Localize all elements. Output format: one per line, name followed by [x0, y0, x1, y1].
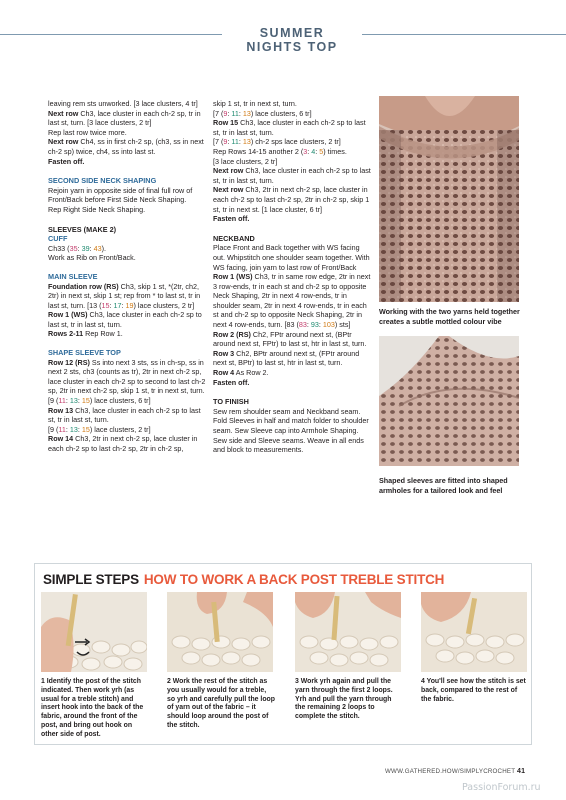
size-value: 43	[93, 243, 102, 253]
text-paragraph	[213, 368, 373, 378]
simple-steps-panel	[34, 563, 532, 745]
step-number: 4	[421, 678, 425, 685]
step-number: 3	[295, 678, 299, 685]
row-text: Ss into next 3 sts, ss in ch-sp, ss in next 2 sts, ch3 (counts as tr), 2tr in next ch-2 sp, lace cluster in each ch-2 sp to second to last ch-2 sp, 2tr in next ch-2 sp, skip 1 st, tr in next st, turn. [9 (	[48, 357, 206, 406]
row-text: As Row 2.	[234, 368, 269, 378]
size-value: 11	[58, 396, 66, 406]
row-label: Row 13	[48, 405, 74, 415]
finished-stitch-image	[421, 592, 527, 672]
text-fragment: ) times.	[323, 146, 347, 156]
size-value: 3	[303, 146, 308, 156]
row-label: Row 1 (WS)	[48, 310, 88, 320]
row-text: Ch3, skip 1 st, *(2tr, ch2, 2tr) in next st, skip 1 st; rep from * to last st, tr in last st, turn. [13 (	[48, 281, 201, 310]
footer-url: WWW.GATHERED.HOW/SIMPLYCROCHET	[385, 768, 516, 775]
page-section-title: SUMMER NIGHTS TOP	[246, 26, 338, 54]
section-heading: TO FINISH	[213, 397, 249, 407]
row-label: Row 12 (RS)	[48, 357, 90, 367]
pull-loop-image	[167, 592, 273, 672]
fasten-off-text: Fasten off.	[48, 156, 85, 166]
text-paragraph: skip 1 st, tr in next st, turn.	[213, 99, 297, 108]
text-paragraph: Work as Rib on Front/Back.	[48, 253, 136, 263]
row-text: Ch3, lace cluster in each ch-2 sp to last st, tr in last st, turn.	[48, 310, 202, 329]
sub-heading: MAIN SLEEVE	[48, 271, 98, 281]
steps-title-subject: HOW TO WORK A BACK POST TREBLE STITCH	[143, 572, 445, 587]
lace-fabric-image	[379, 96, 519, 302]
row-label: Row 1 (WS)	[213, 272, 253, 282]
row-label: Next row	[48, 137, 79, 147]
yarn-through-image	[295, 592, 401, 672]
step-2-text	[167, 678, 275, 731]
text-paragraph: [7 (9: 11: 13) lace clusters, 6 tr]	[213, 108, 312, 118]
row-label: Row 2 (RS)	[213, 329, 251, 339]
step-4-photo	[421, 592, 527, 672]
size-value: 17	[113, 300, 122, 310]
text-paragraph: [7 (9: 11: 13) ch-2 sps lace clusters, 2 tr]	[213, 137, 341, 147]
text-paragraph	[213, 330, 373, 349]
step-number: 2	[167, 678, 171, 685]
row-text: Ch3, 2tr in next ch-2 sp, lace cluster in each ch-2 sp to last ch-2 sp, 2tr in ch-2 sp,	[48, 434, 198, 453]
size-value: 93	[310, 320, 319, 330]
step-1-text	[41, 678, 149, 740]
size-value: 13	[242, 108, 251, 118]
sleeve-photo	[379, 336, 519, 466]
text-paragraph	[48, 406, 206, 425]
text-paragraph: Place Front and Back together with WS facing out. Whipstitch one shoulder seam together. With WS facing, join yarn to last row of Front/Back	[213, 243, 370, 272]
row-label: Next row	[213, 185, 244, 195]
text-fragment: ) lace clusters, 6 tr]	[89, 396, 151, 406]
watermark-text: PassionForum.ru	[462, 782, 541, 793]
size-value: 13	[242, 137, 251, 147]
size-value: 15	[101, 300, 110, 310]
size-value: 9	[223, 108, 228, 118]
step-1-photo	[41, 592, 147, 672]
text-paragraph	[48, 109, 206, 128]
text-paragraph: Foundation row (RS) Ch3, skip 1 st, *(2tr, ch2, 2tr) in next st, skip 1 st; rep from * to last st, tr in last st, turn. [13 (15: 17: 19) lace clusters, 2 tr]	[48, 281, 201, 310]
size-value: 4	[311, 146, 316, 156]
step-3-text	[295, 678, 403, 722]
row-text: Ch3, lace cluster in each ch-2 sp to last st, tr in last st, turn.	[213, 166, 371, 185]
text-paragraph: Rep last row twice more.	[48, 127, 127, 137]
row-text: Ch3, lace cluster in each ch-2 sp to last st, tr in last st, turn.	[48, 405, 201, 425]
text-fragment: ).	[101, 243, 106, 253]
size-value: 5	[319, 146, 324, 156]
text-paragraph	[48, 310, 206, 329]
steps-title	[43, 572, 444, 587]
row-text: Ch2, FPtr around next st, (BPtr around next st, FPtr) to last st, htr in last st, turn.	[213, 329, 367, 349]
step-2-photo	[167, 592, 273, 672]
hook-in-fabric-image	[41, 592, 147, 672]
text-fragment: [7 (	[213, 137, 224, 147]
size-value: 11	[231, 108, 239, 118]
photo-caption-2: Shaped sleeves are fitted into shaped armholes for a tailored look and feel	[379, 476, 508, 495]
step-description: Identify the post of the stitch indicated. Then work yrh (as usual for a treble stitch) and insert hook into the back of the fabric, around the front of the post, and bring out hook on other side of post.	[41, 678, 144, 738]
header-rule-left	[0, 34, 222, 35]
step-description: You'll see how the stitch is set back, compared to the rest of the fabric.	[421, 678, 526, 703]
section-heading: SECOND SIDE NECK SHAPING	[48, 176, 157, 186]
text-paragraph	[213, 349, 373, 368]
text-paragraph: Rep Right Side Neck Shaping.	[48, 204, 146, 214]
text-paragraph: Row 1 (WS) Ch3, tr in same row edge, 2tr in next 3 row-ends, tr in each st and ch-2 sp to opposite Neck Shaping, 2tr in next 4 row-ends, tr in shoulder seam, 2tr in next 4 row-ends, tr in each st and ch-2 sp to opposite Neck Shaping, 2tr in next 4 row-ends, turn. [83 (83: 93: 103) sts]	[213, 272, 371, 330]
row-label: Foundation row (RS)	[48, 281, 119, 291]
row-text: Rep Row 1.	[83, 329, 123, 339]
text-paragraph: Sew rem shoulder seam and Neckband seam. Fold Sleeves in half and match folder to shoulder seam. Sew Sleeve cap into Armhole Shaping. Sew side and Sleeve seams. Weave in all ends and block to measurements.	[213, 406, 369, 455]
step-number: 1	[41, 678, 45, 685]
instructions-column-2	[213, 99, 373, 455]
text-paragraph	[213, 166, 373, 185]
step-description: Work yrh again and pull the yarn through the first 2 loops. Yrh and pull the yarn through the remaining 2 loops to complete the stitch.	[295, 678, 393, 721]
text-fragment: ) ch-2 sps lace clusters, 2 tr]	[250, 137, 341, 147]
page-number: 41	[517, 768, 526, 775]
size-value: 13	[69, 424, 78, 434]
steps-title-label: SIMPLE STEPS	[43, 572, 139, 587]
photo-caption-1: Working with the two yarns held together creates a subtle mottled colour vibe	[379, 307, 520, 326]
text-fragment: ) lace clusters, 2 tr]	[89, 424, 151, 434]
fasten-off-text: Fasten off.	[213, 377, 250, 387]
step-description: Work the rest of the stitch as you usually would for a treble, so yrh and carefully pull the loop of yarn out of the fabric – it should loop around the post of the stitch.	[167, 678, 275, 729]
row-text: Ch2, BPtr around next st, (FPtr around next st, BPtr) to last st, htr in last st, turn.	[213, 348, 360, 368]
section-heading: SLEEVES (MAKE 2)	[48, 224, 117, 234]
row-text: Ch3, lace cluster in each ch-2 sp to last st, tr in last st, turn.	[213, 118, 366, 137]
text-paragraph: [9 (11: 13: 15) lace clusters, 2 tr]	[48, 424, 151, 434]
text-fragment: ) lace clusters, 6 tr]	[250, 108, 312, 118]
row-label: Row 4	[213, 368, 235, 378]
row-label: Next row	[213, 166, 244, 176]
text-paragraph: leaving rem sts unworked. [3 lace clusters, 4 tr]	[48, 99, 198, 108]
text-fragment: ) sts]	[334, 320, 351, 330]
sub-heading: CUFF	[48, 234, 68, 244]
row-label: Next row	[48, 108, 79, 118]
page-header	[0, 22, 566, 54]
page-footer	[385, 768, 535, 775]
row-text: Ch3, 2tr in next ch-2 sp, lace cluster in each ch-2 sp to last ch-2 sp, 2tr in ch-2 sp, skip 1 st, tr in next st. [1 lace cluster, 6 tr]	[213, 185, 370, 214]
text-fragment: Rep Rows 14-15 another 2 (	[213, 146, 304, 156]
row-label: Row 15	[213, 118, 239, 128]
size-value: 15	[81, 396, 90, 406]
size-value: 13	[69, 396, 78, 406]
row-label: Rows 2-11	[48, 329, 84, 339]
text-fragment: [9 (	[48, 424, 59, 434]
text-fragment: [7 (	[213, 108, 224, 118]
step-3-photo	[295, 592, 401, 672]
row-label: Row 14	[48, 434, 74, 444]
size-value: 39	[81, 243, 90, 253]
size-value: 11	[231, 137, 239, 147]
sweater-body-photo	[379, 96, 519, 302]
text-paragraph: [3 lace clusters, 2 tr]	[213, 156, 278, 166]
size-value: 35	[69, 243, 78, 253]
instructions-column-1	[48, 99, 206, 454]
sleeve-fabric-image	[379, 336, 519, 466]
size-value: 15	[81, 424, 90, 434]
header-rule-right	[362, 34, 566, 35]
text-paragraph	[213, 118, 373, 137]
step-4-text	[421, 678, 529, 704]
sub-heading: SHAPE SLEEVE TOP	[48, 348, 121, 358]
size-value: 9	[223, 137, 228, 147]
text-paragraph: Ch33 (35: 39: 43).	[48, 243, 106, 253]
fasten-off-text: Fasten off.	[213, 214, 250, 224]
row-label: Row 3	[213, 348, 235, 358]
text-paragraph: Rejoin yarn in opposite side of final full row of Front/Back before First Side Neck Shaping.	[48, 185, 193, 205]
text-paragraph	[213, 185, 373, 214]
size-value: 83	[298, 320, 307, 330]
text-paragraph: Rep Rows 14-15 another 2 (3: 4: 5) times.	[213, 146, 347, 156]
text-fragment: Ch33 (	[48, 243, 70, 253]
row-text: Ch4, ss in first ch-2 sp, (ch3, ss in next ch-2 sp) twice, ch4, ss into last st.	[48, 137, 204, 156]
size-value: 19	[125, 300, 134, 310]
text-paragraph	[48, 329, 206, 339]
section-heading: NECKBAND	[213, 233, 255, 243]
text-fragment: ) lace clusters, 2 tr]	[133, 300, 195, 310]
size-value: 11	[58, 424, 66, 434]
row-text: Ch3, lace cluster in each ch-2 sp, tr in last st, turn. [3 lace clusters, 2 tr]	[48, 108, 201, 128]
text-paragraph	[48, 137, 206, 156]
text-paragraph: Row 12 (RS) Ss into next 3 sts, ss in ch-sp, ss in next 2 sts, ch3 (counts as tr), 2tr in next ch-2 sp, lace cluster in each ch-2 sp to second to last ch-2 sp, 2tr in next ch-2 sp, skip 1 st, tr in next st, turn. [9 (11: 13: 15) lace clusters, 6 tr]	[48, 357, 206, 406]
size-value: 103	[322, 320, 335, 330]
row-text: Ch3, tr in same row edge, 2tr in next 3 row-ends, tr in each st and ch-2 sp to opposite Neck Shaping, 2tr in next 4 row-ends, tr in shoulder seam, 2tr in next 4 row-ends, tr in each st and ch-2 sp to opposite Neck Shaping, 2tr in next 4 row-ends, turn. [83 (	[213, 272, 371, 330]
text-paragraph	[48, 434, 206, 453]
